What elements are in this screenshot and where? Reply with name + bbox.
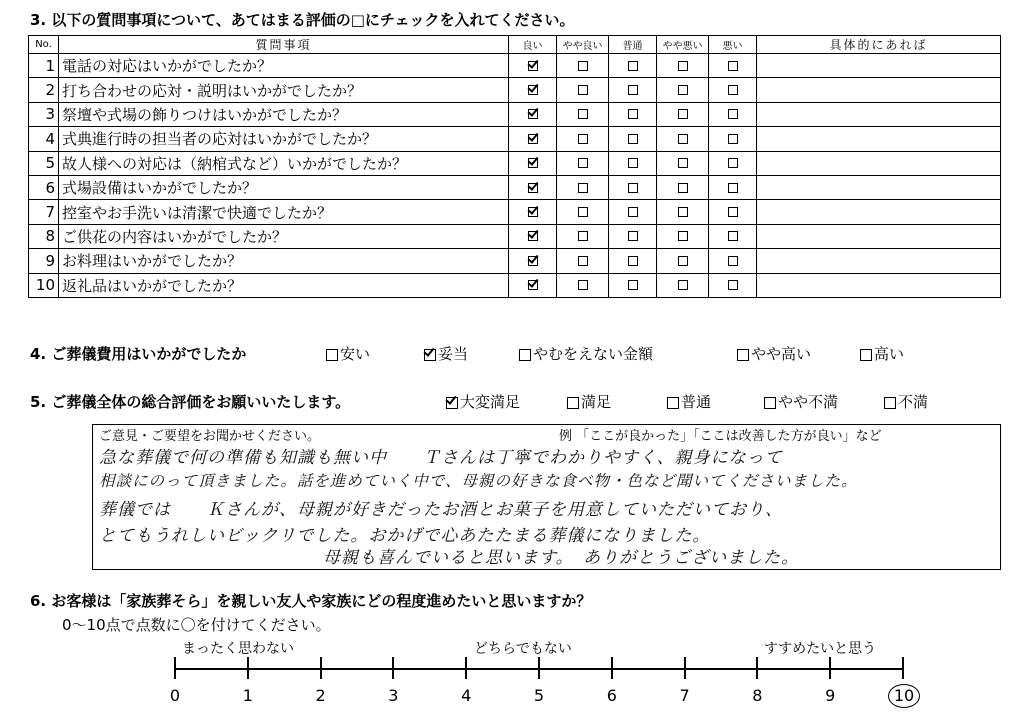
rating-cell: [657, 78, 709, 102]
option-label: 満足: [581, 393, 612, 411]
question-text: 式場設備はいかがでしたか？: [59, 175, 509, 199]
option-checkbox[interactable]: [667, 397, 679, 409]
option-label: 妥当: [438, 345, 469, 363]
rating-checkbox[interactable]: [678, 280, 688, 290]
question-text: お料理はいかがでしたか？: [59, 249, 509, 273]
rating-cell: [609, 200, 657, 224]
scale-value[interactable]: 9: [825, 686, 836, 705]
detail-cell[interactable]: [757, 54, 1001, 78]
q3-title: 3. 以下の質問事項について、あてはまる評価の□にチェックを入れてください。: [30, 11, 575, 29]
question-number: 1: [29, 54, 59, 78]
rating-cell: [709, 273, 757, 297]
col-header-rating-4: やや悪い: [657, 36, 709, 54]
rating-cell: [557, 78, 609, 102]
table-row: [29, 249, 1001, 273]
rating-cell: [609, 78, 657, 102]
rating-checkbox[interactable]: [578, 85, 588, 95]
option-checkbox[interactable]: [567, 397, 579, 409]
q5-option[interactable]: [667, 391, 711, 412]
question-number: 9: [29, 249, 59, 273]
question-text: 故人様への対応は（納棺式など）いかがでしたか？: [59, 151, 509, 175]
detail-cell[interactable]: [757, 78, 1001, 102]
rating-cell: [557, 102, 609, 126]
rating-cell: [557, 249, 609, 273]
rating-checkbox-checked[interactable]: [528, 280, 538, 290]
rating-cell: [609, 54, 657, 78]
rating-checkbox[interactable]: [728, 231, 738, 241]
rating-cell: [557, 175, 609, 199]
rating-cell: [709, 249, 757, 273]
option-checkbox[interactable]: [884, 397, 896, 409]
question-text: 式典進行時の担当者の応対はいかがでしたか？: [59, 127, 509, 151]
question-number: 3: [29, 102, 59, 126]
rating-cell: [709, 78, 757, 102]
rating-checkbox[interactable]: [628, 183, 638, 193]
rating-checkbox[interactable]: [728, 85, 738, 95]
rating-checkbox[interactable]: [728, 207, 738, 217]
scale-value[interactable]: 0: [169, 686, 181, 705]
rating-cell: [709, 102, 757, 126]
question-text: 祭壇や式場の飾りつけはいかがでしたか？: [59, 102, 509, 126]
comment-heading: ご意見・ご要望をお聞かせください。: [99, 429, 321, 444]
q4-option[interactable]: [737, 343, 811, 364]
rating-cell: [557, 200, 609, 224]
rating-checkbox[interactable]: [678, 85, 688, 95]
rating-cell: [657, 175, 709, 199]
scale-tick: [756, 657, 758, 679]
rating-checkbox-checked[interactable]: [528, 85, 538, 95]
rating-cell: [609, 273, 657, 297]
rating-checkbox[interactable]: [728, 183, 738, 193]
rating-cell: [509, 224, 557, 248]
rating-cell: [509, 127, 557, 151]
rating-cell: [657, 224, 709, 248]
option-label: やむをえない金額: [533, 345, 654, 363]
table-row: [29, 175, 1001, 199]
option-label: 安い: [340, 345, 371, 363]
q6-subtitle: 0〜10点で点数に〇を付けてください。: [62, 616, 331, 634]
table-row: [29, 273, 1001, 297]
rating-checkbox-checked[interactable]: [528, 256, 538, 266]
rating-cell: [709, 200, 757, 224]
question-number: 4: [29, 127, 59, 151]
option-checkbox[interactable]: [326, 349, 338, 361]
rating-checkbox[interactable]: [628, 85, 638, 95]
option-checkbox[interactable]: [737, 349, 749, 361]
q4-title: 4. ご葬儀費用はいかがでしたか: [30, 345, 247, 363]
rating-checkbox-checked[interactable]: [528, 231, 538, 241]
rating-cell: [509, 200, 557, 224]
rating-cell: [609, 102, 657, 126]
rating-cell: [609, 151, 657, 175]
question-number: 6: [29, 175, 59, 199]
col-header-rating-3: 普通: [609, 36, 657, 54]
q4-option[interactable]: [519, 343, 653, 364]
rating-checkbox[interactable]: [678, 207, 688, 217]
scale-value[interactable]: 8: [752, 686, 763, 705]
rating-cell: [509, 273, 557, 297]
option-checkbox-checked[interactable]: [424, 349, 436, 361]
scale-value[interactable]: 6: [606, 686, 617, 705]
scale-value[interactable]: 7: [679, 686, 690, 705]
question-text: ご供花の内容はいかがでしたか？: [59, 224, 509, 248]
col-header-question: 質問事項: [59, 36, 509, 54]
rating-cell: [657, 200, 709, 224]
rating-cell: [657, 273, 709, 297]
rating-cell: [609, 127, 657, 151]
option-label: 高い: [874, 345, 905, 363]
rating-checkbox[interactable]: [678, 158, 688, 168]
rating-checkbox[interactable]: [728, 280, 738, 290]
question-text: 返礼品はいかがでしたか？: [59, 273, 509, 297]
rating-checkbox[interactable]: [678, 61, 688, 71]
q4-option[interactable]: [326, 343, 370, 364]
rating-cell: [509, 249, 557, 273]
detail-cell[interactable]: [757, 249, 1001, 273]
q5-option[interactable]: [884, 391, 928, 412]
q6-title: 6. お客様は「家族葬そら」を親しい友人や家族にどの程度進めたいと思いますか？: [30, 592, 592, 610]
scale-tick: [392, 657, 394, 679]
handwritten-line-2: 相談にのって頂きました。話を進めていく中で、母親の好きな食べ物・色など聞いてくださいました。: [99, 472, 858, 490]
handwritten-line-1: 急な葬儀で何の準備も知識も無い中 Ｔさんは丁寧でわかりやすく、親身になって: [99, 448, 783, 468]
rating-checkbox[interactable]: [728, 61, 738, 71]
rating-cell: [509, 151, 557, 175]
rating-cell: [609, 249, 657, 273]
q4-option[interactable]: [424, 343, 468, 364]
rating-checkbox[interactable]: [678, 134, 688, 144]
rating-checkbox[interactable]: [628, 256, 638, 266]
scale-value[interactable]: 4: [461, 686, 472, 705]
scale-tick: [611, 657, 613, 679]
question-text: 控室やお手洗いは清潔で快適でしたか？: [59, 200, 509, 224]
col-header-rating-5: 悪い: [709, 36, 757, 54]
rating-checkbox[interactable]: [728, 134, 738, 144]
rating-cell: [509, 54, 557, 78]
table-row: [29, 200, 1001, 224]
rating-checkbox[interactable]: [628, 134, 638, 144]
rating-checkbox-checked[interactable]: [528, 207, 538, 217]
rating-cell: [609, 175, 657, 199]
detail-cell[interactable]: [757, 200, 1001, 224]
scale-label-mid: どちらでもない: [474, 641, 572, 657]
rating-checkbox[interactable]: [578, 134, 588, 144]
rating-checkbox[interactable]: [578, 207, 588, 217]
rating-checkbox[interactable]: [578, 61, 588, 71]
table-row: [29, 127, 1001, 151]
scale-value-selected[interactable]: 10: [888, 684, 920, 708]
rating-checkbox[interactable]: [728, 256, 738, 266]
option-label: 大変満足: [460, 393, 521, 411]
scale-value[interactable]: 3: [388, 686, 399, 705]
q5-option[interactable]: [567, 391, 611, 412]
rating-cell: [709, 224, 757, 248]
rating-checkbox[interactable]: [578, 256, 588, 266]
rating-checkbox[interactable]: [678, 256, 688, 266]
rating-checkbox[interactable]: [678, 231, 688, 241]
rating-checkbox-checked[interactable]: [528, 183, 538, 193]
col-header-no: No.: [29, 36, 59, 54]
table-row: [29, 151, 1001, 175]
option-checkbox[interactable]: [860, 349, 872, 361]
rating-cell: [657, 249, 709, 273]
scale-label-low: まったく思わない: [182, 641, 294, 657]
table-row: [29, 102, 1001, 126]
handwritten-line-4: とてもうれしいビックリでした。おかげで心あたたまる葬儀になりました。: [99, 526, 711, 546]
comment-box[interactable]: [92, 424, 1001, 570]
rating-checkbox[interactable]: [628, 158, 638, 168]
rating-checkbox[interactable]: [628, 280, 638, 290]
option-checkbox[interactable]: [764, 397, 776, 409]
handwritten-line-3: 葬儀では Ｋさんが、母親が好きだったお酒とお菓子を用意していただいており、: [99, 500, 783, 520]
scale-tick: [174, 657, 176, 679]
scale-value[interactable]: 2: [315, 686, 326, 705]
q5-option[interactable]: [446, 391, 520, 412]
rating-checkbox[interactable]: [628, 61, 638, 71]
scale-tick: [902, 657, 904, 679]
rating-cell: [709, 151, 757, 175]
rating-cell: [557, 273, 609, 297]
q4-option[interactable]: [860, 343, 904, 364]
scale-tick: [247, 657, 249, 679]
scale-tick: [684, 657, 686, 679]
col-header-rating-1: 良い: [509, 36, 557, 54]
table-row: [29, 78, 1001, 102]
rating-checkbox[interactable]: [578, 158, 588, 168]
scale-value[interactable]: 5: [533, 686, 545, 705]
rating-cell: [509, 102, 557, 126]
table-row: [29, 224, 1001, 248]
detail-cell[interactable]: [757, 273, 1001, 297]
option-label: 普通: [681, 393, 712, 411]
rating-cell: [657, 151, 709, 175]
rating-cell: [709, 54, 757, 78]
scale-value[interactable]: 1: [242, 686, 253, 705]
rating-checkbox[interactable]: [678, 183, 688, 193]
rating-checkbox[interactable]: [578, 183, 588, 193]
rating-cell: [709, 127, 757, 151]
detail-cell[interactable]: [757, 175, 1001, 199]
rating-checkbox-checked[interactable]: [528, 158, 538, 168]
rating-checkbox[interactable]: [728, 109, 738, 119]
option-label: 不満: [898, 393, 929, 411]
detail-cell[interactable]: [757, 224, 1001, 248]
q3-rating-table: [28, 35, 1001, 298]
option-checkbox-checked[interactable]: [446, 397, 458, 409]
rating-cell: [509, 78, 557, 102]
option-checkbox[interactable]: [519, 349, 531, 361]
question-text: 電話の対応はいかがでしたか？: [59, 54, 509, 78]
question-text: 打ち合わせの応対・説明はいかがでしたか？: [59, 78, 509, 102]
detail-cell[interactable]: [757, 151, 1001, 175]
question-number: 7: [29, 200, 59, 224]
table-row: [29, 54, 1001, 78]
rating-checkbox[interactable]: [578, 231, 588, 241]
rating-checkbox[interactable]: [578, 280, 588, 290]
question-number: 10: [29, 273, 59, 297]
handwritten-line-5: 母親も喜んでいると思います。 ありがとうございました。: [323, 548, 800, 568]
question-number: 2: [29, 78, 59, 102]
rating-cell: [709, 175, 757, 199]
rating-cell: [557, 127, 609, 151]
detail-cell[interactable]: [757, 127, 1001, 151]
rating-checkbox[interactable]: [678, 109, 688, 119]
scale-tick: [320, 657, 322, 679]
comment-example: 例 「ここが良かった」「ここは改善した方が良い」など: [559, 429, 882, 444]
rating-checkbox[interactable]: [628, 231, 638, 241]
rating-cell: [657, 54, 709, 78]
scale-label-high: すすめたいと思う: [764, 641, 877, 657]
detail-cell[interactable]: [757, 102, 1001, 126]
rating-cell: [557, 224, 609, 248]
rating-cell: [557, 54, 609, 78]
col-header-detail: 具体的にあれば: [757, 36, 1001, 54]
rating-checkbox[interactable]: [628, 109, 638, 119]
rating-cell: [657, 102, 709, 126]
rating-checkbox[interactable]: [578, 109, 588, 119]
scale-tick: [538, 657, 540, 679]
rating-cell: [657, 127, 709, 151]
scale-tick: [829, 657, 831, 679]
rating-cell: [609, 224, 657, 248]
rating-checkbox-checked[interactable]: [528, 134, 538, 144]
option-label: やや不満: [778, 393, 839, 411]
scale-tick: [465, 657, 467, 679]
question-number: 5: [29, 151, 59, 175]
rating-checkbox[interactable]: [728, 158, 738, 168]
rating-checkbox-checked[interactable]: [528, 109, 538, 119]
rating-cell: [509, 175, 557, 199]
question-number: 8: [29, 224, 59, 248]
rating-checkbox-checked[interactable]: [528, 61, 538, 71]
q5-option[interactable]: [764, 391, 838, 412]
rating-cell: [557, 151, 609, 175]
col-header-rating-2: やや良い: [557, 36, 609, 54]
q5-title: 5. ご葬儀全体の総合評価をお願いいたします。: [30, 393, 351, 411]
option-label: やや高い: [751, 345, 812, 363]
rating-checkbox[interactable]: [628, 207, 638, 217]
